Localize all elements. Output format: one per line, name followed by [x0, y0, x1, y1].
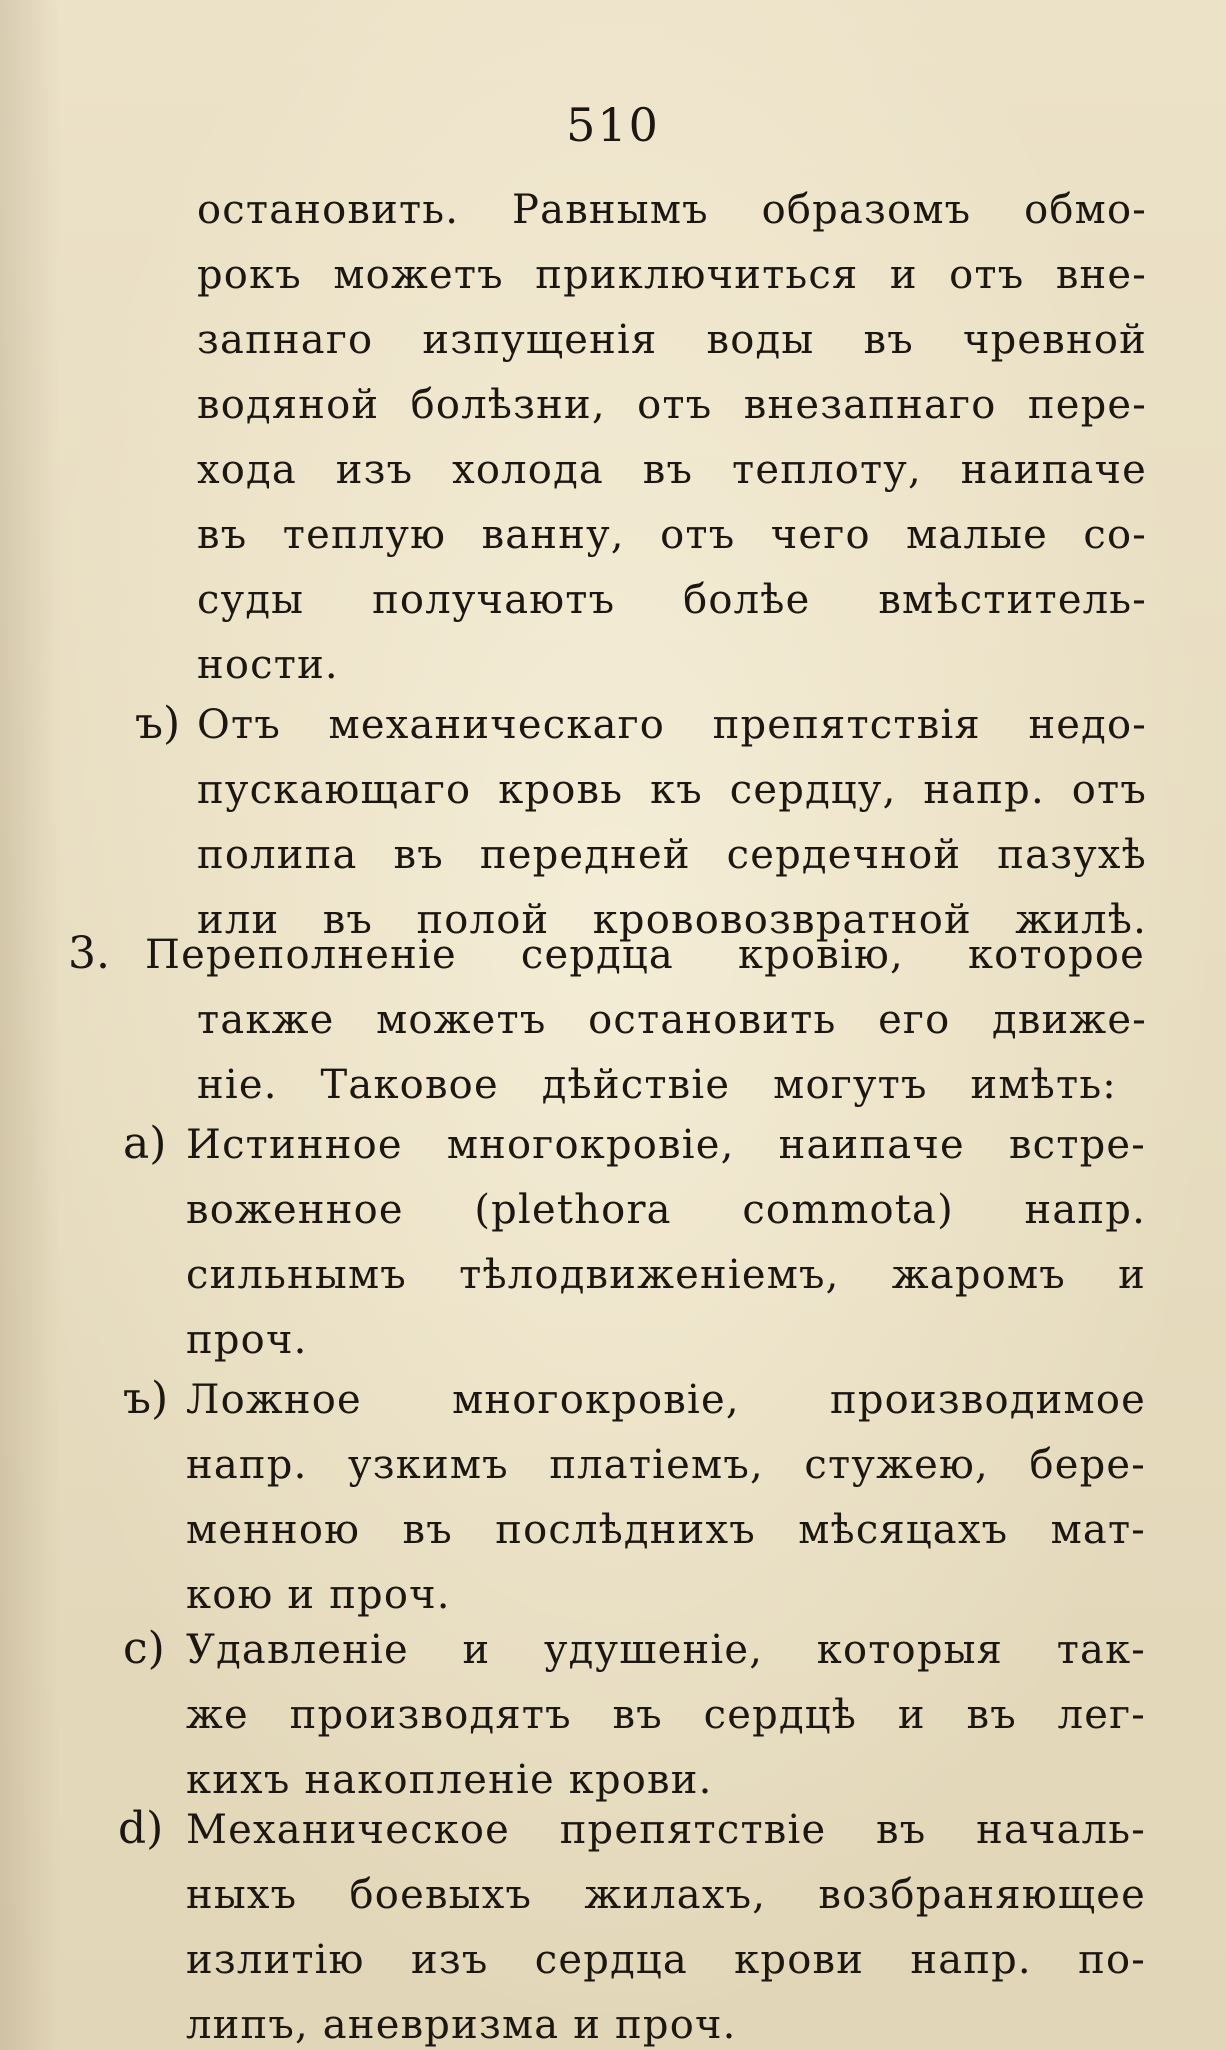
- text-line: запнаго изпущенія воды въ чревной: [197, 317, 1147, 363]
- text-line: Отъ механическаго препятствія недо-: [197, 702, 1147, 748]
- text-line: проч.: [186, 1317, 308, 1363]
- list-marker: 3.: [68, 928, 110, 979]
- text-line: Ложное многокровіе, производимое: [186, 1377, 1146, 1423]
- text-line: Истинное многокровіе, наипаче встре-: [186, 1122, 1146, 1168]
- text-line: ныхъ боевыхъ жилахъ, возбраняющее: [186, 1872, 1146, 1918]
- text-line: или въ полой крововозвратной жилѣ.: [197, 897, 1147, 943]
- text-line: же производятъ въ сердцѣ и въ лег-: [186, 1692, 1146, 1738]
- list-marker: ъ): [123, 1373, 169, 1424]
- text-line: напр. узкимъ платіемъ, стужею, бере-: [186, 1442, 1146, 1488]
- text-line: излитію изъ сердца крови напр. по-: [186, 1937, 1146, 1983]
- text-line: пускающаго кровь къ сердцу, напр. отъ: [197, 767, 1147, 813]
- text-line: водяной болѣзни, отъ внезапнаго пере-: [197, 382, 1147, 428]
- list-marker: ъ): [135, 698, 181, 749]
- text-line: кою и проч.: [186, 1572, 451, 1618]
- list-marker: c): [123, 1623, 165, 1674]
- text-line: Удавленіе и удушеніе, которыя так-: [186, 1627, 1146, 1673]
- text-line: въ теплую ванну, отъ чего малые со-: [197, 512, 1147, 558]
- list-marker: d): [118, 1803, 164, 1854]
- page-number: 510: [566, 98, 660, 152]
- text-line: воженное (plethora commota) напр.: [186, 1187, 1146, 1233]
- text-line: кихъ накопленіе крови.: [186, 1757, 713, 1803]
- list-marker: a): [123, 1118, 167, 1169]
- text-line: рокъ можетъ приключиться и отъ вне-: [197, 252, 1147, 298]
- page-edge-shadow: [0, 0, 60, 2050]
- text-line: хода изъ холода въ теплоту, наипаче: [197, 447, 1147, 493]
- text-line: Переполненіе сердца кровію, которое: [145, 932, 1145, 978]
- text-line: ности.: [197, 642, 339, 688]
- text-line: суды получаютъ болѣе вмѣститель-: [197, 577, 1147, 623]
- text-line: менною въ послѣднихъ мѣсяцахъ мат-: [186, 1507, 1146, 1553]
- text-line: Механическое препятствіе въ началь-: [186, 1807, 1146, 1853]
- text-line: также можетъ остановить его движе-: [197, 997, 1147, 1043]
- text-line: сильнымъ тѣлодвиженіемъ, жаромъ и: [186, 1252, 1146, 1298]
- text-line: полипа въ передней сердечной пазухѣ: [197, 832, 1147, 878]
- text-line: липъ, аневризма и проч.: [186, 2002, 737, 2048]
- text-line: ніе. Таковое дѣйствіе могутъ имѣть:: [197, 1062, 1117, 1108]
- text-line: остановить. Равнымъ образомъ обмо-: [197, 187, 1147, 233]
